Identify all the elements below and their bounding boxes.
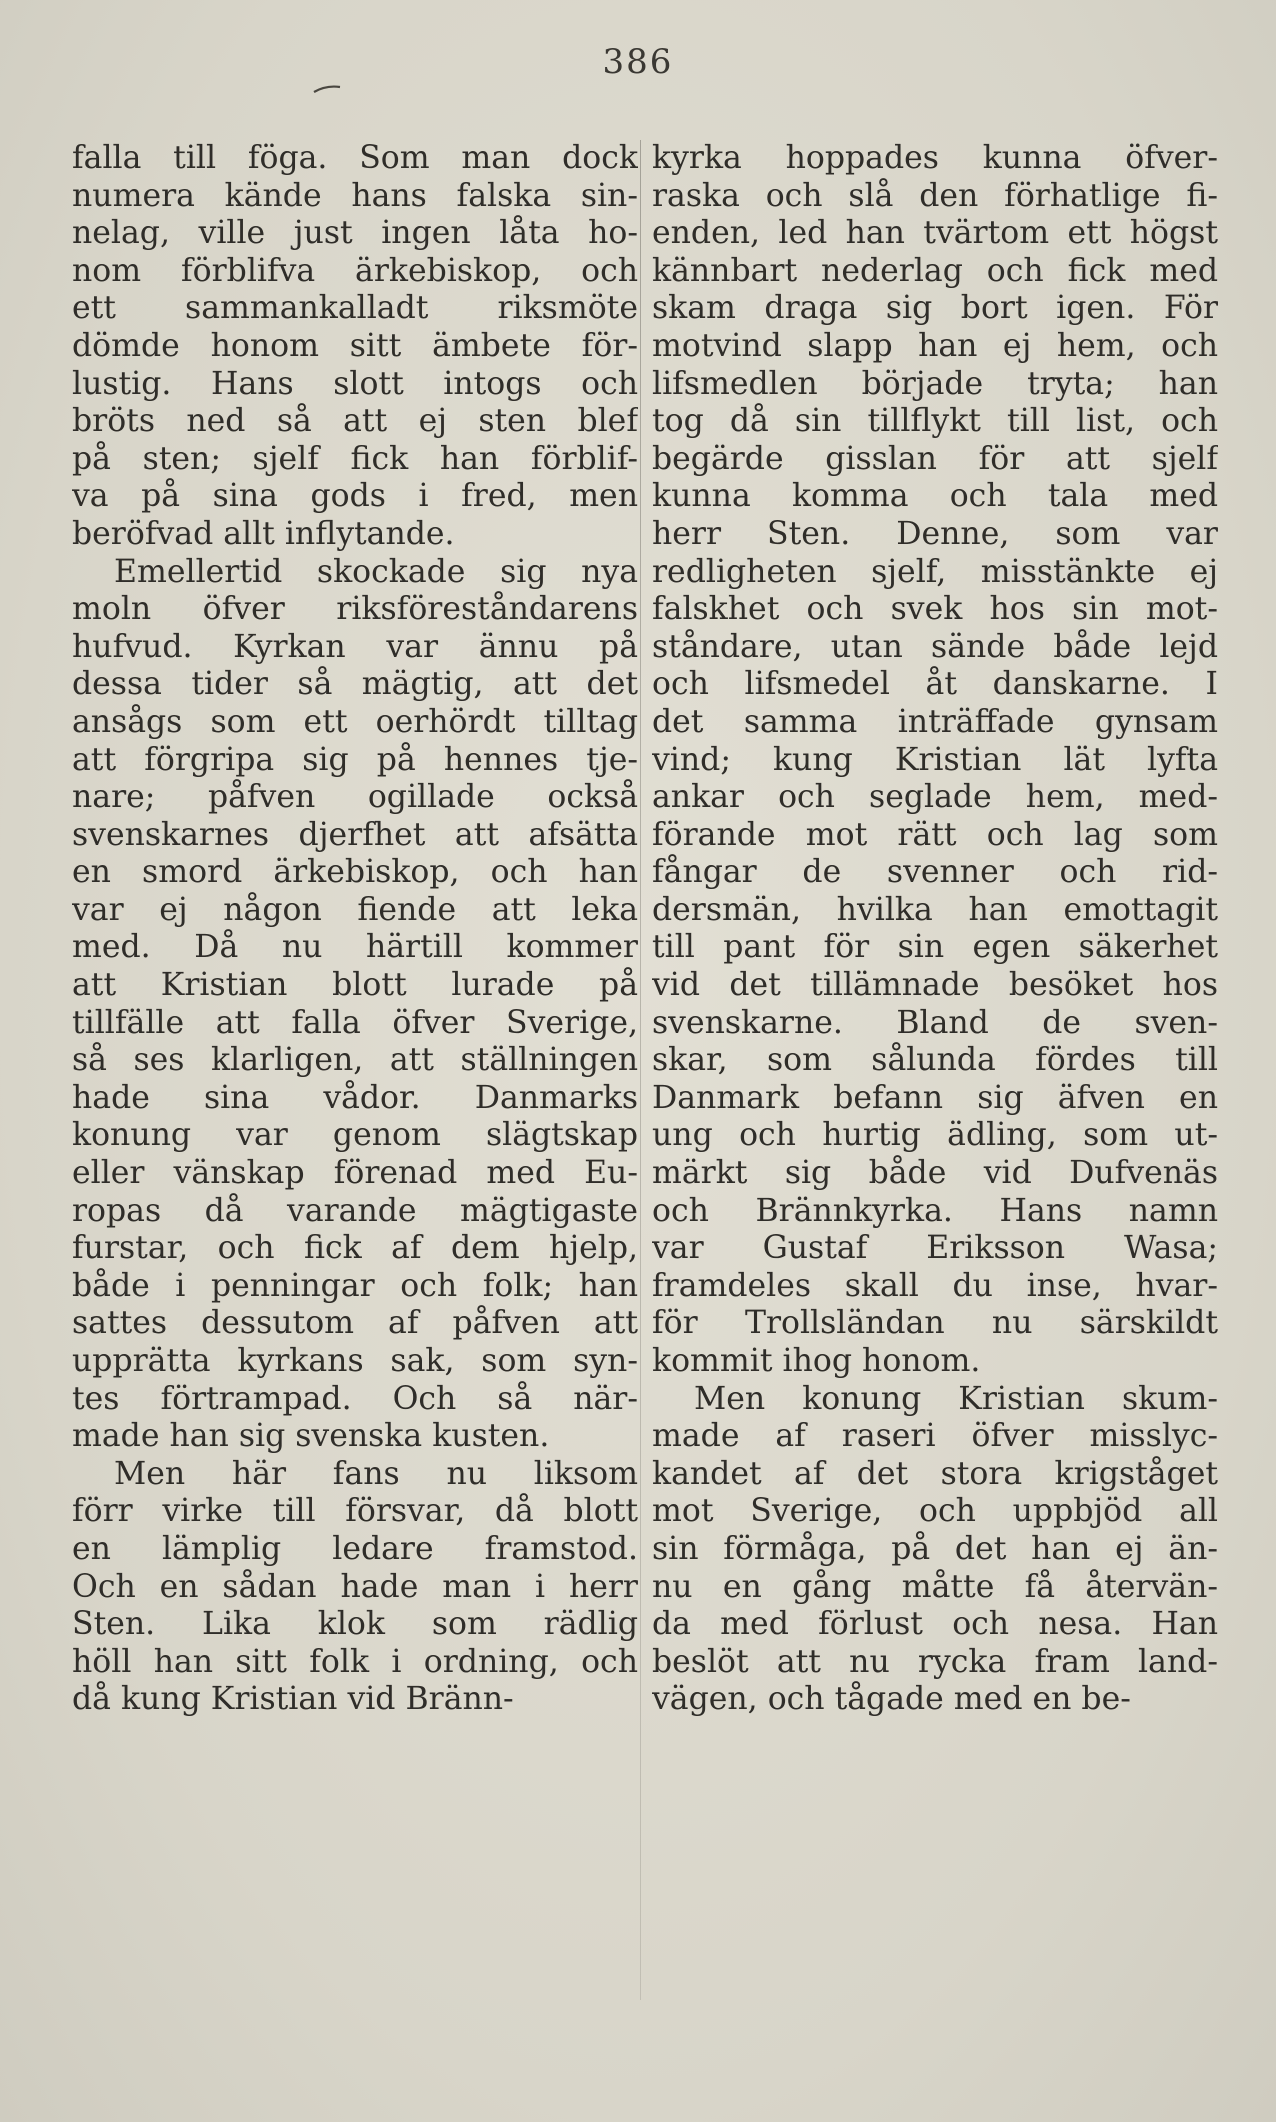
page-number: 386	[602, 42, 674, 82]
left-column-text-line: hade sina vådor. Danmarks	[72, 1079, 638, 1116]
left-column-text-line: Men här fans nu liksom	[114, 1455, 638, 1492]
left-column-text-line: tillfälle att falla öfver Sverige,	[72, 1004, 638, 1041]
right-column-text-line: enden, led han tvärtom ett högst	[652, 215, 1218, 252]
right-column-text-line: kommit ihog honom.	[652, 1343, 981, 1379]
right-column-text-line: begärde gisslan för att sjelf	[652, 440, 1218, 477]
left-column-text-line: både i penningar och folk; han	[72, 1267, 638, 1304]
left-column-text-line: en lämplig ledare framstod.	[72, 1530, 638, 1567]
left-column-text-line: ropas då varande mägtigaste	[72, 1192, 638, 1229]
right-column-text-line: skam draga sig bort igen. För	[652, 290, 1218, 327]
left-column-text-line: sattes dessutom af påfven att	[72, 1305, 638, 1342]
right-column-text-line: dersmän, hvilka han emottagit	[652, 891, 1218, 928]
left-column-text-line: furstar, och fick af dem hjelp,	[72, 1230, 638, 1267]
left-column-text-line: så ses klarligen, att ställningen	[72, 1042, 638, 1079]
right-column-text-line: kunna komma och tala med	[652, 478, 1218, 515]
left-column-text-line: på sten; sjelf fick han förblif-	[72, 440, 638, 477]
left-column-text-line: lustig. Hans slott intogs och	[72, 365, 638, 402]
right-column-text-line: da med förlust och nesa. Han	[652, 1606, 1218, 1643]
left-column-text-line: nare; påfven ogillade också	[72, 779, 638, 816]
left-text-column	[72, 140, 638, 1719]
left-column-text-line: förr virke till försvar, då blott	[72, 1493, 638, 1530]
left-column-text-line: eller vänskap förenad med Eu-	[72, 1155, 638, 1192]
right-column-text-line: kännbart nederlag och fick med	[652, 252, 1218, 289]
right-column-text-line: redligheten sjelf, misstänkte ej	[652, 553, 1218, 590]
left-column-text-line: var ej någon fiende att leka	[72, 891, 638, 928]
right-column-text-line: ståndare, utan sände både lejd	[652, 628, 1218, 665]
right-column-text-line: nu en gång måtte få återvän-	[652, 1568, 1218, 1605]
right-text-column	[652, 140, 1218, 1719]
left-column-text-line: dömde honom sitt ämbete för-	[72, 327, 638, 364]
printers-stroke-mark	[312, 84, 342, 94]
right-column-text-line: kyrka hoppades kunna öfver-	[652, 140, 1218, 176]
left-column-text-line: en smord ärkebiskop, och han	[72, 854, 638, 891]
right-column-text-line: vind; kung Kristian lät lyfta	[652, 741, 1218, 778]
left-column-text-line: upprätta kyrkans sak, som syn-	[72, 1343, 638, 1379]
left-column-text-line: nom förblifva ärkebiskop, och	[72, 252, 638, 289]
right-column-text-line: och Brännkyrka. Hans namn	[652, 1192, 1218, 1229]
right-column-text-line: till pant för sin egen säkerhet	[652, 929, 1218, 966]
left-column-text-line: tes förtrampad. Och så när-	[72, 1380, 638, 1417]
right-column-text-line: raska och slå den förhatlige fi-	[652, 177, 1218, 214]
right-column-text-line: sin förmåga, på det han ej än-	[652, 1530, 1218, 1567]
left-column-text-line: ett sammankalladt riksmöte	[72, 290, 638, 327]
right-column-text-line: herr Sten. Denne, som var	[652, 515, 1218, 552]
right-column-text-line: beslöt att nu rycka fram land-	[652, 1643, 1218, 1680]
right-column-text-line: Danmark befann sig äfven en	[652, 1079, 1218, 1116]
left-column-text-line: svenskarnes djerfhet att afsätta	[72, 816, 638, 853]
left-column-text-line: made han sig svenska kusten.	[72, 1418, 550, 1455]
right-column-text-line: ankar och seglade hem, med-	[652, 779, 1218, 816]
left-column-text-line: hufvud. Kyrkan var ännu på	[72, 628, 638, 665]
right-column-text-line: tog då sin tillflykt till list, och	[652, 403, 1218, 440]
left-column-text-line: då kung Kristian vid Bränn-	[72, 1681, 514, 1718]
right-column-text-line: vid det tillämnade besöket hos	[652, 967, 1218, 1004]
right-column-text-line: made af raseri öfver misslyc-	[652, 1418, 1218, 1455]
left-column-text-line: Och en sådan hade man i herr	[72, 1568, 638, 1605]
left-column-text-line: höll han sitt folk i ordning, och	[72, 1643, 638, 1680]
left-column-text-line: falla till föga. Som man dock	[72, 140, 638, 176]
left-column-text-line: att förgripa sig på hennes tje-	[72, 741, 638, 778]
right-column-text-line: Men konung Kristian skum-	[694, 1380, 1218, 1417]
right-column-text-line: ung och hurtig ädling, som ut-	[652, 1117, 1218, 1154]
right-column-text-line: svenskarne. Bland de sven-	[652, 1004, 1218, 1041]
left-column-text-line: dessa tider så mägtig, att det	[72, 666, 638, 703]
right-column-text-line: för Trollsländan nu särskildt	[652, 1305, 1218, 1342]
right-column-text-line: falskhet och svek hos sin mot-	[652, 591, 1218, 628]
right-column-text-line: märkt sig både vid Dufvenäs	[652, 1155, 1218, 1192]
right-column-text-line: förande mot rätt och lag som	[652, 816, 1218, 853]
right-column-text-line: och lifsmedel åt danskarne. I	[652, 666, 1218, 703]
left-column-text-line: va på sina gods i fred, men	[72, 478, 638, 515]
right-column-text-line: vägen, och tågade med en be-	[652, 1681, 1131, 1718]
left-column-text-line: Emellertid skockade sig nya	[114, 553, 638, 590]
right-column-text-line: det samma inträffade gynsam	[652, 703, 1218, 740]
right-column-text-line: lifsmedlen började tryta; han	[652, 365, 1218, 402]
right-column-text-line: motvind slapp han ej hem, och	[652, 327, 1218, 364]
right-column-text-line: fångar de svenner och rid-	[652, 854, 1218, 891]
left-column-text-line: att Kristian blott lurade på	[72, 967, 638, 1004]
left-column-text-line: med. Då nu härtill kommer	[72, 929, 638, 966]
left-column-text-line: moln öfver riksföreståndarens	[72, 591, 638, 628]
column-divider	[640, 140, 641, 2000]
left-column-text-line: Sten. Lika klok som rädlig	[72, 1606, 638, 1643]
left-column-text-line: bröts ned så att ej sten blef	[72, 403, 638, 440]
right-column-text-line: framdeles skall du inse, hvar-	[652, 1267, 1218, 1304]
left-column-text-line: nelag, ville just ingen låta ho-	[72, 215, 638, 252]
right-column-text-line: var Gustaf Eriksson Wasa;	[652, 1230, 1218, 1267]
left-column-text-line: beröfvad allt inflytande.	[72, 515, 455, 552]
left-column-text-line: ansågs som ett oerhördt tilltag	[72, 703, 638, 740]
left-column-text-line: konung var genom slägtskap	[72, 1117, 638, 1154]
right-column-text-line: skar, som sålunda fördes till	[652, 1042, 1218, 1079]
right-column-text-line: mot Sverige, och uppbjöd all	[652, 1493, 1218, 1530]
left-column-text-line: numera kände hans falska sin-	[72, 177, 638, 214]
right-column-text-line: kandet af det stora krigståget	[652, 1455, 1218, 1492]
